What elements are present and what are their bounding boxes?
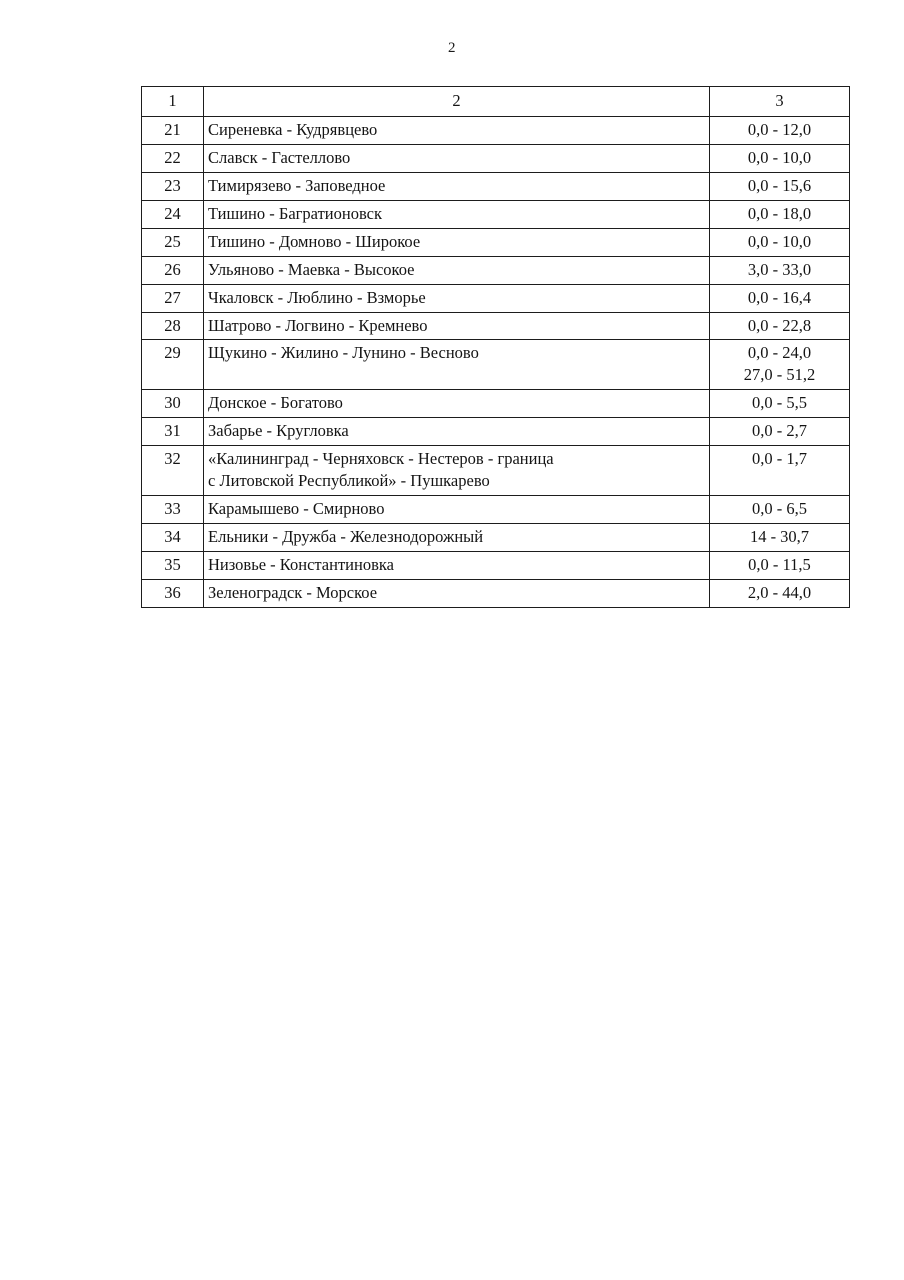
table-row xyxy=(142,200,850,228)
row-number: 29 xyxy=(142,340,204,390)
row-number: 25 xyxy=(142,228,204,256)
km-range-line: 0,0 - 1,7 xyxy=(752,449,807,469)
road-name-line: Чкаловск - Люблино - Взморье xyxy=(208,287,426,307)
km-range xyxy=(710,256,850,284)
km-range xyxy=(710,284,850,312)
road-name-line: Славск - Гастеллово xyxy=(208,147,351,167)
km-range-line: 27,0 - 51,2 xyxy=(743,365,816,385)
page-number: 2 xyxy=(448,40,456,56)
km-range xyxy=(710,551,850,579)
road-name xyxy=(204,228,710,256)
road-name xyxy=(204,312,710,340)
km-range-line: 0,0 - 22,8 xyxy=(747,315,812,335)
road-name xyxy=(204,284,710,312)
road-name-line: Шатрово - Логвино - Кремнево xyxy=(208,315,428,335)
km-range-line: 0,0 - 18,0 xyxy=(747,203,812,223)
km-range-line: 0,0 - 11,5 xyxy=(748,554,811,574)
km-range-line: 0,0 - 15,6 xyxy=(747,175,812,195)
table-row xyxy=(142,228,850,256)
km-range-line: 0,0 - 10,0 xyxy=(747,147,812,167)
table-row xyxy=(142,312,850,340)
table-row xyxy=(142,524,850,552)
table-row xyxy=(142,340,850,390)
table-row xyxy=(142,390,850,418)
km-range xyxy=(710,418,850,446)
row-number: 21 xyxy=(142,116,204,144)
road-name xyxy=(204,551,710,579)
km-range xyxy=(710,524,850,552)
row-number: 34 xyxy=(142,524,204,552)
road-name xyxy=(204,340,710,390)
roads-table-container xyxy=(141,86,849,608)
row-number: 23 xyxy=(142,172,204,200)
road-name-line: Тимирязево - Заповедное xyxy=(208,175,386,195)
row-number: 36 xyxy=(142,579,204,607)
km-range xyxy=(710,579,850,607)
road-name xyxy=(204,390,710,418)
road-name-line: Донское - Богатово xyxy=(208,393,343,413)
table-row xyxy=(142,172,850,200)
road-name-line: Тишино - Багратионовск xyxy=(208,203,382,223)
row-number: 33 xyxy=(142,496,204,524)
road-name xyxy=(204,172,710,200)
road-name-line: Зеленоградск - Морское xyxy=(208,582,378,602)
row-number: 26 xyxy=(142,256,204,284)
km-range xyxy=(710,446,850,496)
table-row xyxy=(142,418,850,446)
km-range xyxy=(710,496,850,524)
km-range xyxy=(710,390,850,418)
road-name-line: Щукино - Жилино - Лунино - Весново xyxy=(208,343,479,363)
roads-table xyxy=(141,86,850,608)
km-range-line: 14 - 30,7 xyxy=(749,527,810,546)
km-range-line: 0,0 - 10,0 xyxy=(747,231,812,251)
row-number: 22 xyxy=(142,144,204,172)
table-row xyxy=(142,256,850,284)
km-range-line: 0,0 - 2,7 xyxy=(752,421,807,441)
km-range xyxy=(710,116,850,144)
table-row xyxy=(142,579,850,607)
km-range-line: 0,0 - 6,5 xyxy=(752,499,807,519)
road-name xyxy=(204,116,710,144)
row-number: 24 xyxy=(142,200,204,228)
column-header-3: 3 xyxy=(710,87,850,117)
row-number: 32 xyxy=(142,446,204,496)
road-name xyxy=(204,496,710,524)
km-range-line: 0,0 - 12,0 xyxy=(747,119,812,139)
road-name-line: Сиреневка - Кудрявцево xyxy=(208,119,378,139)
road-name-line: «Калининград - Черняховск - Нестеров - граница xyxy=(208,449,554,469)
table-body xyxy=(142,87,850,608)
row-number: 30 xyxy=(142,390,204,418)
road-name xyxy=(204,418,710,446)
road-name xyxy=(204,144,710,172)
table-row xyxy=(142,446,850,496)
km-range-line: 0,0 - 5,5 xyxy=(752,393,807,413)
km-range-line: 2,0 - 44,0 xyxy=(747,582,812,602)
km-range xyxy=(710,312,850,340)
table-header-row xyxy=(142,87,850,117)
road-name-line: Низовье - Константиновка xyxy=(208,554,394,574)
km-range-line: 3,0 - 33,0 xyxy=(747,259,812,279)
table-row xyxy=(142,116,850,144)
road-name-line: Ульяново - Маевка - Высокое xyxy=(208,259,415,279)
road-name xyxy=(204,524,710,552)
column-header-1: 1 xyxy=(142,87,204,117)
road-name xyxy=(204,446,710,496)
km-range xyxy=(710,200,850,228)
table-row xyxy=(142,496,850,524)
road-name xyxy=(204,256,710,284)
road-name-line: с Литовской Республикой» - Пушкарево xyxy=(208,471,490,491)
row-number: 35 xyxy=(142,551,204,579)
table-row xyxy=(142,284,850,312)
road-name-line: Карамышево - Смирново xyxy=(208,499,385,519)
row-number: 28 xyxy=(142,312,204,340)
road-name xyxy=(204,200,710,228)
km-range-line: 0,0 - 24,0 xyxy=(747,343,812,363)
column-header-2: 2 xyxy=(204,87,710,117)
km-range xyxy=(710,144,850,172)
table-row xyxy=(142,551,850,579)
km-range xyxy=(710,172,850,200)
road-name xyxy=(204,579,710,607)
road-name-line: Тишино - Домново - Широкое xyxy=(208,231,421,251)
km-range xyxy=(710,340,850,390)
row-number: 27 xyxy=(142,284,204,312)
row-number: 31 xyxy=(142,418,204,446)
km-range xyxy=(710,228,850,256)
road-name-line: Ельники - Дружба - Железнодорожный xyxy=(208,527,484,546)
table-row xyxy=(142,144,850,172)
road-name-line: Забарье - Кругловка xyxy=(208,421,349,441)
km-range-line: 0,0 - 16,4 xyxy=(747,287,812,307)
